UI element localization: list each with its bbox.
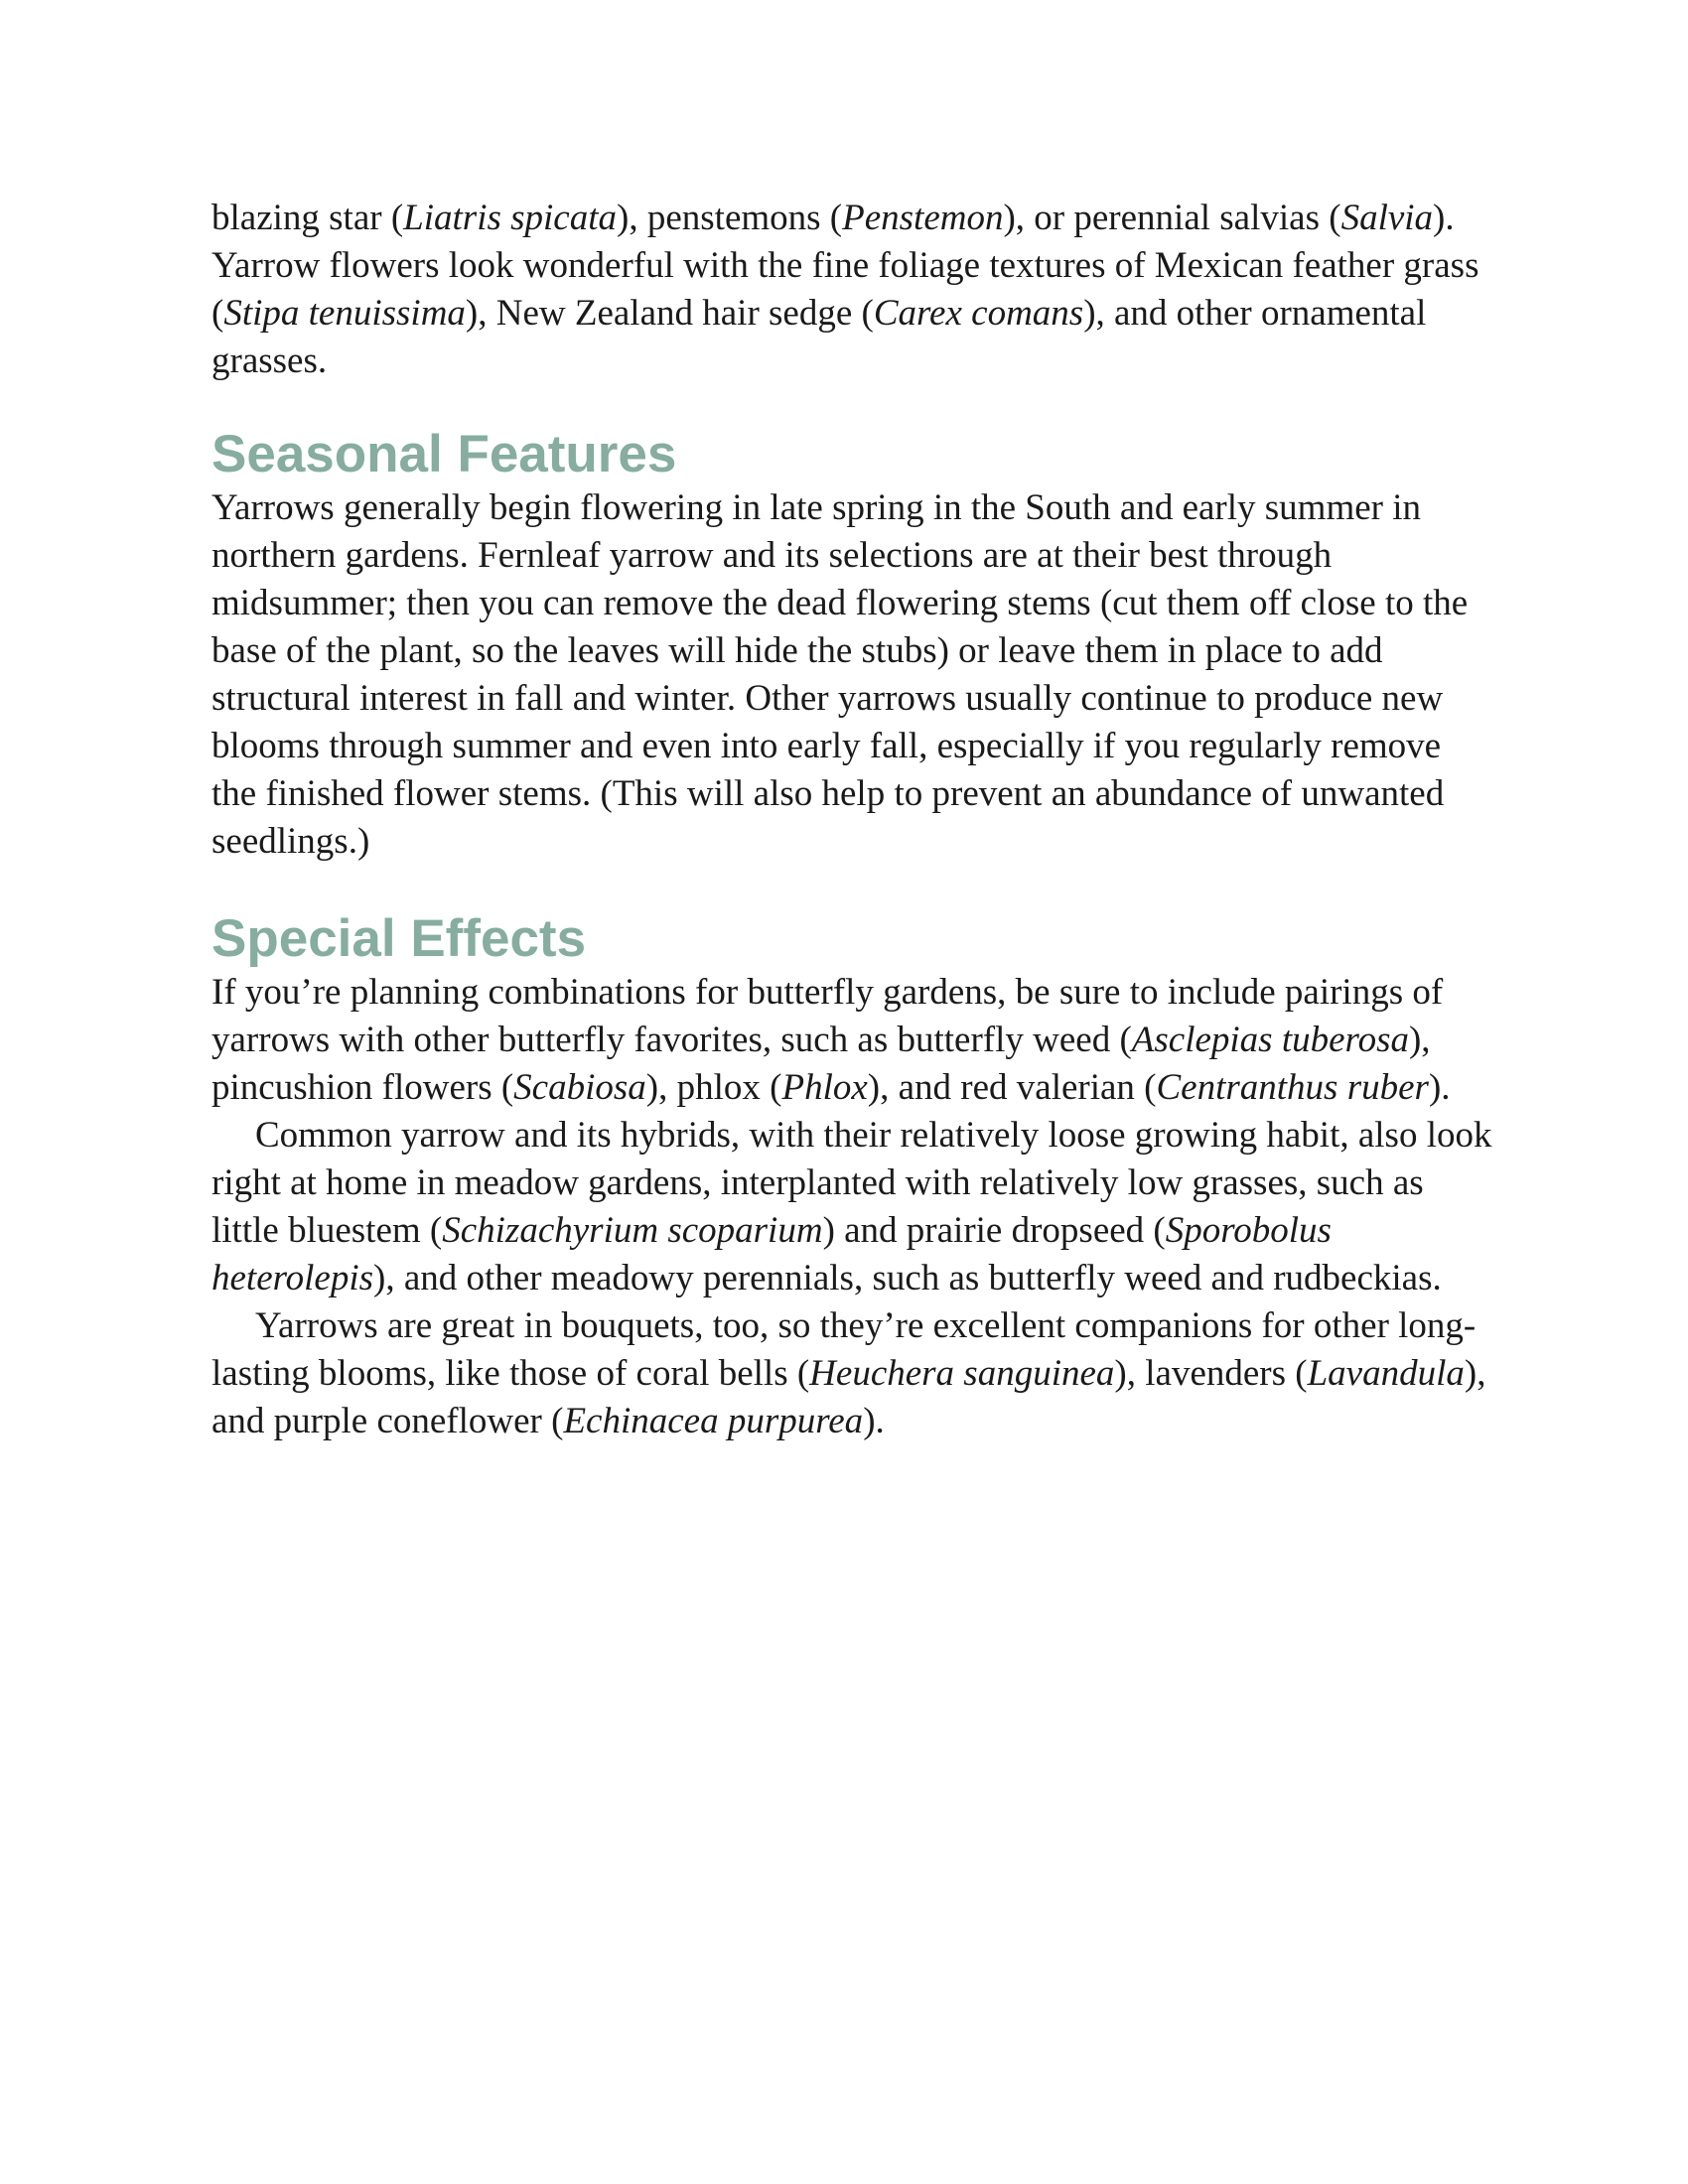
seasonal-features-paragraph <box>211 484 1492 866</box>
botanical-name: Salvia <box>1340 198 1434 238</box>
botanical-name: Lavandula <box>1307 1353 1465 1394</box>
special-effects-paragraph-1 <box>211 969 1492 1112</box>
botanical-name: Asclepias tuberosa <box>1131 1020 1409 1060</box>
text-run: ). <box>863 1401 885 1441</box>
botanical-name: Centranthus ruber <box>1156 1067 1429 1108</box>
text-run: ), New Zealand hair sedge ( <box>465 293 874 334</box>
document-page <box>211 195 1492 1445</box>
botanical-name: Echinacea purpurea <box>563 1401 864 1441</box>
text-run: ), and other meadowy perennials, such as butterfly weed and rudbeckias. <box>373 1258 1442 1298</box>
text-run: ), pincushion flowers ( <box>211 1020 1431 1108</box>
text-run: ), lavenders ( <box>1114 1353 1308 1394</box>
text-run: ), penstemons ( <box>617 198 843 238</box>
text-run: ). Yarrow flowers look wonderful with the fine foliage textures of Mexican feather grass ( <box>211 198 1479 334</box>
text-run: ). <box>1428 1067 1451 1108</box>
botanical-name: Liatris spicata <box>403 198 618 238</box>
text-run: Common yarrow and its hybrids, with their relatively loose growing habit, also look right at home in meadow gardens, interplanted with relatively low grasses, such as little bluestem ( <box>211 1115 1492 1251</box>
special-effects-paragraph-2 <box>211 1112 1492 1302</box>
special-effects-paragraph-3 <box>211 1302 1492 1445</box>
botanical-name: Carex comans <box>873 293 1084 334</box>
special-effects-heading: Special Effects <box>211 909 587 968</box>
text-run: blazing star ( <box>211 198 404 238</box>
intro-paragraph <box>211 195 1492 385</box>
botanical-name: Stipa tenuissima <box>223 293 466 334</box>
seasonal-features-heading: Seasonal Features <box>211 425 677 483</box>
botanical-name: Heuchera sanguinea <box>809 1353 1115 1394</box>
text-run: ), and purple coneflower ( <box>211 1353 1486 1441</box>
botanical-name: Phlox <box>781 1067 868 1108</box>
text-run: ), phlox ( <box>645 1067 782 1108</box>
botanical-name: Sporobolus heterolepis <box>211 1210 1332 1298</box>
text-run: ), or perennial salvias ( <box>1003 198 1341 238</box>
botanical-name: Scabiosa <box>513 1067 646 1108</box>
text-run: ) and prairie dropseed ( <box>822 1210 1166 1251</box>
botanical-name: Penstemon <box>842 198 1004 238</box>
text-run: Yarrows are great in bouquets, too, so they’re excellent companions for other long-lasting blooms, like those of coral bells ( <box>211 1305 1477 1394</box>
text-run: ), and red valerian ( <box>867 1067 1157 1108</box>
botanical-name: Schizachyrium scoparium <box>442 1210 823 1251</box>
text-run: If you’re planning combinations for butterfly gardens, be sure to include pairings of yarrows with other butterfly favorites, such as butterfly weed ( <box>211 972 1444 1060</box>
text-run: ), and other ornamental grasses. <box>211 293 1427 381</box>
text-run: Yarrows generally begin flowering in late spring in the South and early summer in northern gardens. Fernleaf yarrow and its selections are at their best through midsummer; then you can remove the dead flowering stems (cut them off close to the base of the plant, so the leaves will hide the stubs) or leave them in place to add structural interest in fall and winter. Other yarrows usually continue to produce new blooms through summer and even into early fall, especially if you regularly remove the finished flower stems. (This will also help to prevent an abundance of unwanted seedlings.) <box>211 487 1469 862</box>
